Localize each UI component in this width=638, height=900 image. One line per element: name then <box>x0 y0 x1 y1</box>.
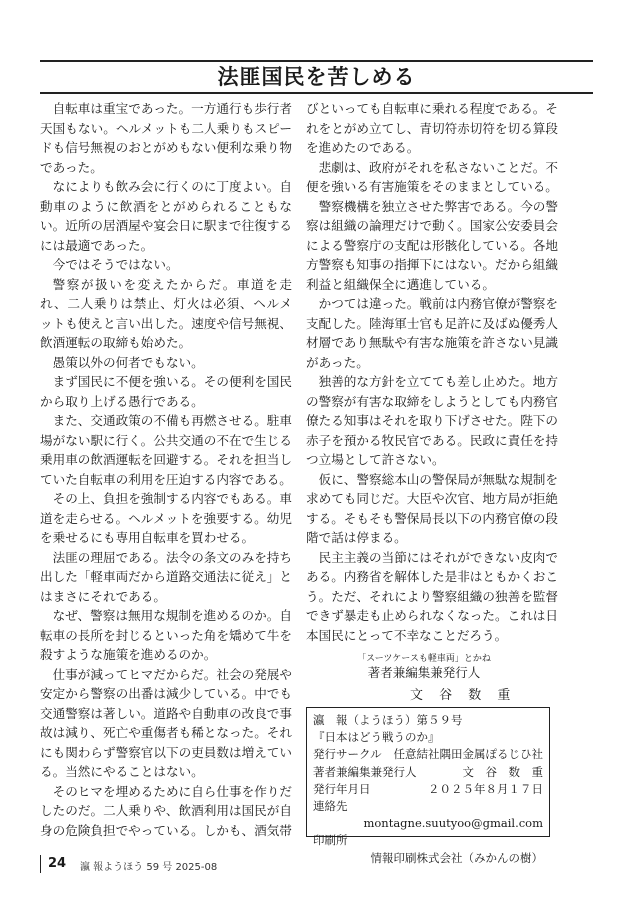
colophon-date-label: 発行年月日 <box>313 781 371 796</box>
page-number: 24 <box>48 856 67 871</box>
footer-issue-text: 瀛 報ようほう 59 号 2025-08 <box>80 862 218 873</box>
article-title: 法匪国民を苦しめる <box>217 65 416 89</box>
colophon-circle-label: 発行サークル <box>313 747 382 762</box>
title-bottom-rule <box>40 92 593 94</box>
paragraph: また、交通政策の不備も再燃させる。駐車場がない駅に行く。公共交通の不在で生じる乗用車の飲酒運転を回避する。それを担当していた自転車の利用を圧迫する内容である。 <box>40 413 292 487</box>
paragraph: その上、負担を強制する内容でもある。車道を走らせる。ヘルメットを強要する。幼児を乗せるにも専用自転車を買わせる。 <box>40 491 292 545</box>
colophon-printer-label: 印刷所 <box>313 833 348 848</box>
paragraph: 今ではそうではない。 <box>52 257 179 272</box>
paragraph: 民主主義の当節にはそれができない皮肉である。内務省を解体した是非はともかくおこう。ただ、それにより警察組織の独善を監督できず暴走も止められなくなった。これは日本国民にとって不幸なことだろう。 <box>306 549 558 643</box>
paragraph: 仮に、警察総本山の警保局が無駄な規制を求めても同じだ。大臣や次官、地方局が拒絶する。そもそも警保局長以下の内務官僚の段階で話は停まる。 <box>306 471 558 545</box>
paragraph: 悲劇は、政府がそれを私さないことだ。不便を強いる有害施策をそのままとしている。 <box>306 159 558 194</box>
colophon-editor-row <box>313 764 543 781</box>
right-column <box>306 99 558 645</box>
colophon-date-value: ２０２５年８月１７日 <box>428 781 543 796</box>
paragraph: 仕事が減ってヒマだからだ。社会の発展や安定から警察の出番は減少している。中でも交通警察は著しい。道路や自動車の改良で事故は減り、死亡や重傷者も稀となった。それにも関わらず警察官以下の吏員数は増えている。当然にやることはない。 <box>40 666 292 779</box>
paragraph: かつては違った。戦前は内務官僚が警察を支配した。陸海軍士官も足許に及ばぬ優秀人材層であり無駄や有害な施策を許さない見識があった。 <box>306 296 558 370</box>
colophon-editor-label: 著者兼編集兼発行人 <box>313 764 417 779</box>
colophon-printer-value: 情報印刷株式会社（みかんの樹） <box>370 850 543 865</box>
author-block <box>306 653 542 681</box>
paragraph: まず国民に不便を強いる。その便利を国民から取り上げる愚行である。 <box>40 374 292 409</box>
paragraph: なによりも飲み会に行くのに丁度よい。自動車のように飲酒をとがめられることもない。近所の居酒屋や宴会日に駅まで往復するには最適であった。 <box>40 179 292 253</box>
colophon-printer-row <box>313 832 543 866</box>
colophon-circle-row <box>313 746 543 763</box>
book-title: 「スーツケースも軽車両」とかね <box>357 654 491 664</box>
paragraph: そのヒマを埋めるために自ら仕事を作りだしたのだ。二人乗りや、飲酒利用は国民が自身の危険負担でやっている。しかも、酒気帯 <box>40 783 292 838</box>
left-column <box>40 99 292 840</box>
paragraph: 自転車は重宝であった。一方通行も歩行者天国もない。ヘルメットも二人乗りもスピードも信号無視のおとがめもない便利な乗り物であった。 <box>40 101 292 175</box>
author-role: 著者兼編集兼発行人 <box>367 665 481 680</box>
footer-divider <box>40 855 41 873</box>
colophon-issue: 瀛 報（ようほう）第５９号 <box>313 713 463 727</box>
paragraph: 愚策以外の何者でもない。 <box>52 354 204 370</box>
colophon-circle-value: 任意結社隅田金属ぽるじひ社 <box>393 747 543 762</box>
colophon-contact-value: montagne.suutyoo@gmail.com <box>363 816 543 831</box>
colophon-editor-value: 文 谷 数 重 <box>462 764 543 779</box>
paragraph: なぜ、警察は無用な規制を進めるのか。自転車の長所を封じるといった角を矯めて牛を殺すような施策を進めるのか。 <box>40 608 292 662</box>
paragraph: 警察機構を独立させた弊害である。今の警察は組織の論理だけで動く。国家公安委員会による警察庁の支配は形骸化している。各地方警察も知事の指揮下にはない。だから組織利益と組織保全に邁進している。 <box>306 198 558 292</box>
colophon-contact-label: 連絡先 <box>313 799 348 814</box>
paragraph: 法匪の理屈である。法令の条文のみを持ち出した「軽車両だから道路交通法に従え」とはまさにそれである。 <box>40 549 292 604</box>
colophon-date-row <box>313 781 543 798</box>
colophon-title: 『日本はどう戦うのか』 <box>313 730 440 745</box>
paragraph-continuation: びといっても自転車に乗れる程度である。それをとがめ立てし、青切符赤切符を切る算段を進めたのである。 <box>306 101 558 155</box>
paragraph: 警察が扱いを変えたからだ。車道を走れ、二人乗りは禁止、灯火は必須、ヘルメットも使えと言い出した。速度や信号無視、飲酒運転の取締も始めた。 <box>40 276 292 350</box>
author-name: 文 谷 数 重 <box>410 688 517 703</box>
paragraph: 独善的な方針を立てても差し止めた。地方の警察が有害な取締をしようとしても内務官僚たる知事はそれを取り下げさせた。陛下の赤子を預かる牧民官である。民政に責任を持つ立場として許さない。 <box>306 374 558 467</box>
colophon-box <box>306 707 550 865</box>
colophon-contact-row <box>313 798 543 832</box>
